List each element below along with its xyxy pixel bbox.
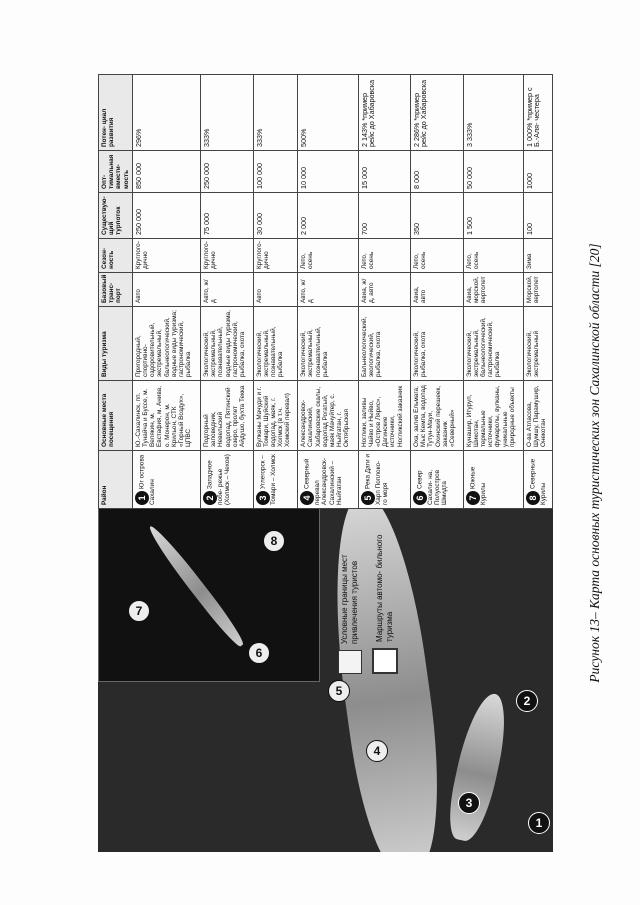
cell-transport [253, 273, 298, 307]
cell-text: Северные Курилы [529, 458, 547, 505]
cell-types [463, 307, 523, 381]
cell-region [201, 451, 254, 509]
cell-potential [358, 75, 411, 151]
cell-text: 75 000 [202, 213, 212, 235]
cell-text: Подгорный заповедник, Невельский водопад, Пятинский озеро, пролет Айдушо, бухта Текка [203, 385, 247, 447]
cell-places [253, 381, 298, 451]
row-number-badge: 7 [466, 491, 480, 505]
cell-text: Вулканы Мачуди и г. Томари, Шуйский водопад, маяк, г. Холмск (в т.ч. Хомский перевал) [255, 386, 292, 447]
map-marker-4: 4 [366, 740, 388, 762]
cell-region [253, 451, 298, 509]
cell-capacity [253, 151, 298, 193]
table-row [298, 75, 358, 509]
col-header-season: Сезон- ность [99, 239, 133, 273]
cell-region [411, 451, 464, 509]
cell-text: Углегорск – Томари – Холмск [259, 454, 277, 505]
legend-item [372, 514, 398, 674]
table-row [201, 75, 254, 509]
table-row [411, 75, 464, 509]
cell-transport [201, 273, 254, 307]
cell-text: 1000 [524, 173, 534, 189]
cell-text: 2 143% *пример рейс до Хабаровска [359, 79, 376, 147]
legend-label: Условные границы мест привлечения туристов [340, 554, 359, 644]
cell-types [253, 307, 298, 381]
table-row [253, 75, 298, 509]
cell-text: 2 286% *пример рейс до Хабаровска [412, 79, 429, 147]
rotated-figure [98, 75, 553, 852]
cell-text: 50 000 [464, 167, 474, 189]
cell-region [358, 451, 411, 509]
map-marker-3: 3 [458, 792, 480, 814]
table-row [358, 75, 411, 509]
cell-text: Круглого- дично [255, 241, 270, 269]
map-legend [338, 514, 408, 674]
cell-potential [132, 75, 200, 151]
cell-region [298, 451, 358, 509]
cell-types [201, 307, 254, 381]
col-header-flow: Существую- щий турпоток [99, 193, 133, 239]
cell-region [132, 451, 200, 509]
legend-swatch [338, 650, 362, 674]
cell-text: 8 000 [412, 171, 422, 189]
legend-label: Маршруты автомо- бильного туризма [375, 534, 394, 642]
cell-season [358, 239, 411, 273]
table-row [132, 75, 200, 509]
cell-text: Экологический, экстремальный, познавательный, водные виды туризма, гастрономический, рыбалка, охота [203, 310, 247, 377]
table-row [523, 75, 552, 509]
cell-text: 3 333% [464, 122, 474, 147]
cell-text: Экологический, экстремальный, познавательный, рыбалка [255, 326, 285, 377]
cell-text: 700 [359, 223, 369, 235]
cell-capacity [298, 151, 358, 193]
map-marker-5: 5 [328, 680, 350, 702]
cell-flow [358, 193, 411, 239]
map-marker-8: 8 [263, 530, 285, 552]
cell-text: Экологический, экстремальный, бальнеологический, гастрономический, рыбалка [465, 317, 502, 377]
cell-places [463, 381, 523, 451]
cell-transport [463, 273, 523, 307]
cell-flow [201, 193, 254, 239]
cell-region [523, 451, 552, 509]
cell-flow [463, 193, 523, 239]
cell-text: Круглого- дично [203, 241, 218, 269]
col-header-region: Район [99, 451, 133, 509]
cell-text: Авиа, ж/д, авто [360, 278, 375, 303]
table-header-row [99, 75, 133, 509]
sakhalin-map [98, 509, 553, 852]
cell-capacity [523, 151, 552, 193]
row-number-badge: 5 [361, 491, 375, 505]
tourism-zones-table [98, 74, 553, 509]
cell-flow [132, 193, 200, 239]
cell-text: Лето, осень [465, 251, 480, 269]
cell-text: Авто, ж/д [203, 279, 218, 303]
cell-text: 333% [254, 128, 264, 147]
map-marker-7: 7 [128, 600, 150, 622]
cell-places [298, 381, 358, 451]
cell-text: Лето, осень [413, 251, 428, 269]
cell-text: Авто, ж/д [300, 279, 315, 303]
cell-text: Пригородный, спортивно-оздоровительный, экстремальный, бальнеологический, водные виды туризма; гастрономический, рыбалка [134, 310, 193, 377]
cell-potential [201, 75, 254, 151]
cell-potential [253, 75, 298, 151]
cell-transport [358, 273, 411, 307]
cell-text: Александровск-Сахалинский, Хабаровские скалы, водопад Рогатый, маяк Мачуйтер, с. Ныйгатан, г. Октябрьская [300, 387, 351, 447]
cell-season [411, 239, 464, 273]
legend-swatch [372, 648, 398, 674]
cell-region [463, 451, 523, 509]
cell-text: 2 000 [299, 217, 309, 235]
cell-transport [132, 273, 200, 307]
row-number-badge: 6 [413, 491, 427, 505]
cell-text: Западное побе- режье (Холмск – Чехов) [206, 454, 232, 505]
cell-capacity [132, 151, 200, 193]
cell-season [523, 239, 552, 273]
cell-transport [298, 273, 358, 307]
cell-capacity [201, 151, 254, 193]
cell-flow [411, 193, 464, 239]
cell-text: Бальнеологический, экологический, рыбалка, охота [360, 316, 382, 377]
col-header-places: Основные места посещения [99, 381, 133, 451]
cell-places [358, 381, 411, 451]
cell-types [298, 307, 358, 381]
row-number-badge: 1 [135, 491, 149, 505]
cell-text: 30 000 [254, 213, 264, 235]
cell-text: 1 000% *пример с Б.-Аля- честера [524, 87, 542, 147]
cell-text: Зима [525, 253, 533, 269]
col-header-types: Виды туризма [99, 307, 133, 381]
cell-text: Морской, вертолет [525, 275, 541, 303]
cell-text: Авто [255, 289, 263, 303]
cell-season [201, 239, 254, 273]
map-marker-2: 2 [516, 690, 538, 712]
cell-transport [523, 273, 552, 307]
cell-potential [523, 75, 552, 151]
cell-text: Северный перевал Александровск-Сахалинский – Ныйгатан [303, 458, 343, 505]
cell-text: Круглого- дично [134, 241, 150, 269]
cell-text: Авто [134, 289, 142, 303]
cell-text: Авиа, авто [413, 286, 428, 303]
col-header-potential: Потен- циал развития [99, 75, 133, 151]
col-header-capacity: Опт- тимальная вмести- мость [99, 151, 133, 193]
table-row [463, 75, 523, 509]
kuril-inset-map [98, 509, 320, 682]
cell-capacity [411, 151, 464, 193]
cell-places [201, 381, 254, 451]
cell-types [411, 307, 464, 381]
cell-capacity [463, 151, 523, 193]
cell-text: Север Сахали- на, Полуостров Шмидта [416, 469, 449, 505]
cell-capacity [358, 151, 411, 193]
island-shape [443, 689, 513, 844]
cell-text: Авиа, морской, вертолет [465, 276, 487, 303]
cell-text: 296% [133, 128, 143, 147]
cell-places [132, 381, 200, 451]
cell-text: 100 [524, 223, 534, 235]
figure-caption: Рисунок 13– Карта основных туристических зон Сахалинской области [20] [587, 243, 602, 683]
cell-text: Кунашир, Итуруп, Шикотан, термальные источники, фумаролы, вулканы, уникальные природные объекты [465, 385, 516, 447]
row-number-badge: 2 [203, 491, 217, 505]
cell-potential [411, 75, 464, 151]
cell-text: О-ва Атласова, Шумшу, Парамушир, Онекотан [525, 385, 548, 447]
legend-item [338, 514, 362, 674]
row-number-badge: 8 [526, 491, 540, 505]
cell-flow [523, 193, 552, 239]
cell-text: 10 000 [299, 167, 309, 189]
cell-text: 500% [299, 128, 309, 147]
cell-transport [411, 273, 464, 307]
cell-potential [298, 75, 358, 151]
row-number-badge: 4 [300, 491, 314, 505]
cell-text: Лето, осень [300, 251, 315, 269]
cell-text: Экологический, рыбалка, охота [413, 331, 428, 377]
cell-text: 1 500 [464, 217, 474, 235]
cell-text: 250 000 [202, 163, 212, 189]
cell-places [411, 381, 464, 451]
cell-text: Экологический, экстремальный, познавательный, рыбалка [300, 326, 329, 377]
cell-flow [253, 193, 298, 239]
cell-text: 350 [412, 223, 422, 235]
map-marker-1: 1 [528, 812, 550, 834]
cell-types [358, 307, 411, 381]
cell-text: 850 000 [133, 163, 143, 189]
cell-text: 333% [202, 128, 212, 147]
cell-season [253, 239, 298, 273]
cell-text: Экологический, экстремальный [525, 330, 541, 377]
cell-text: Юг острова Сахалин [138, 454, 156, 505]
cell-text: Лето, осень [360, 251, 375, 269]
cell-types [523, 307, 552, 381]
cell-season [463, 239, 523, 273]
cell-text: Ноглики, заливы Чайво и Ныйво, «Остров Лярис», Дагинские источники, Ногликский заказник [360, 385, 404, 447]
row-number-badge: 3 [256, 491, 270, 505]
cell-potential [463, 75, 523, 151]
kuril-arc-shape [144, 523, 247, 650]
cell-text: Река Даги и Харп Поплоко- го моря [364, 454, 389, 505]
cell-text: Оха, залив Ельмага, Мыс Кемпа, водопад Тутун-Мауи, Охинский перешеек, заказник «Северный» [413, 385, 457, 447]
cell-text: Южные Курилы [469, 466, 487, 505]
cell-season [298, 239, 358, 273]
map-marker-6: 6 [248, 642, 270, 664]
cell-text: 100 000 [254, 163, 264, 189]
table-body [132, 75, 552, 509]
cell-text: 250 000 [133, 209, 143, 235]
cell-text: Ю.-Сахалинск, пп. Тунайча и Буссе, м. Велякин, м. Евстафия, м. Анива, о. Монерон, м. Крильон, СТК «Горный Воздух», ЦПВС [134, 386, 193, 447]
cell-text: 15 000 [359, 167, 369, 189]
col-header-transport: Базовый транс- порт [99, 273, 133, 307]
cell-flow [298, 193, 358, 239]
cell-season [132, 239, 200, 273]
cell-types [132, 307, 200, 381]
cell-places [523, 381, 552, 451]
